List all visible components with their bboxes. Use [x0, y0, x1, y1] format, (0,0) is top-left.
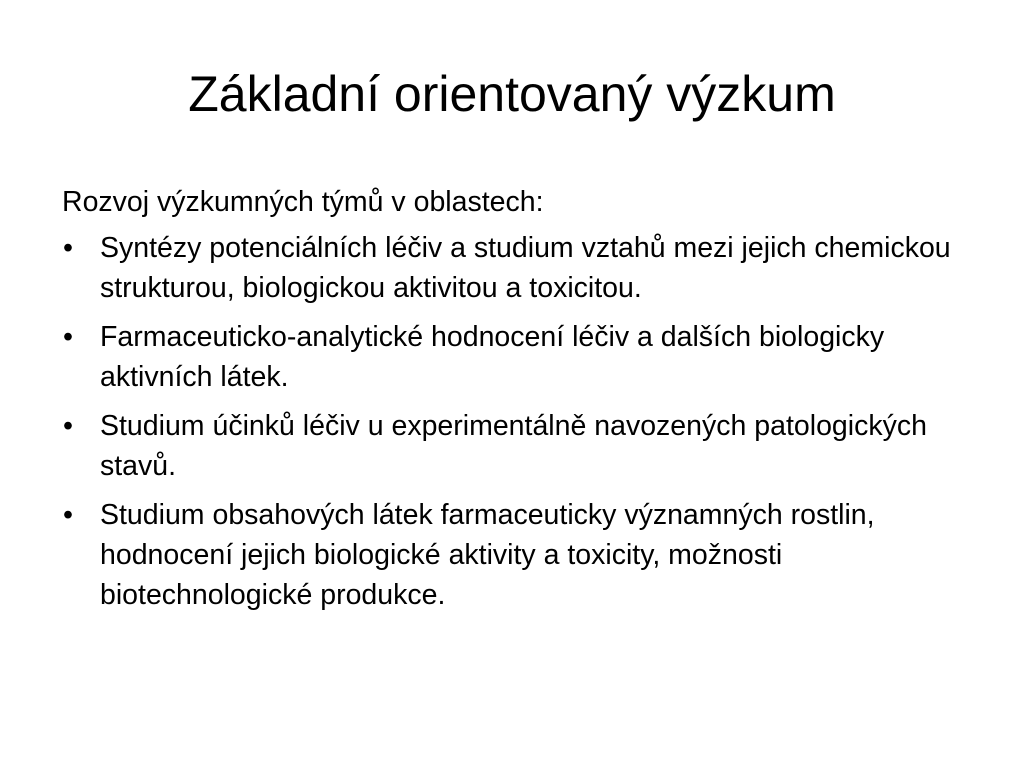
- intro-text: Rozvoj výzkumných týmů v oblastech:: [62, 186, 544, 218]
- bullet-icon: •: [63, 232, 73, 264]
- slide-body: [62, 182, 962, 624]
- bullet-text: Farmaceuticko-analytické hodnocení léčiv a dalších biologicky aktivních látek.: [100, 321, 885, 393]
- bullet-item: [62, 228, 962, 308]
- bullet-list: [62, 228, 962, 615]
- bullet-icon: •: [63, 410, 73, 442]
- bullet-text: Studium účinků léčiv u experimentálně navozených patologických stavů.: [100, 410, 927, 482]
- bullet-item: [62, 406, 962, 486]
- bullet-text: Studium obsahových látek farmaceuticky významných rostlin, hodnocení jejich biologické aktivity a toxicity, možnosti biotechnologické produkce.: [100, 499, 875, 611]
- slide-title: Základní orientovaný výzkum: [188, 66, 836, 122]
- bullet-icon: •: [63, 321, 73, 353]
- bullet-item: [62, 495, 962, 615]
- bullet-text: Syntézy potenciálních léčiv a studium vztahů mezi jejich chemickou strukturou, biologickou aktivitou a toxicitou.: [100, 232, 951, 304]
- bullet-item: [62, 317, 962, 397]
- bullet-icon: •: [63, 499, 73, 531]
